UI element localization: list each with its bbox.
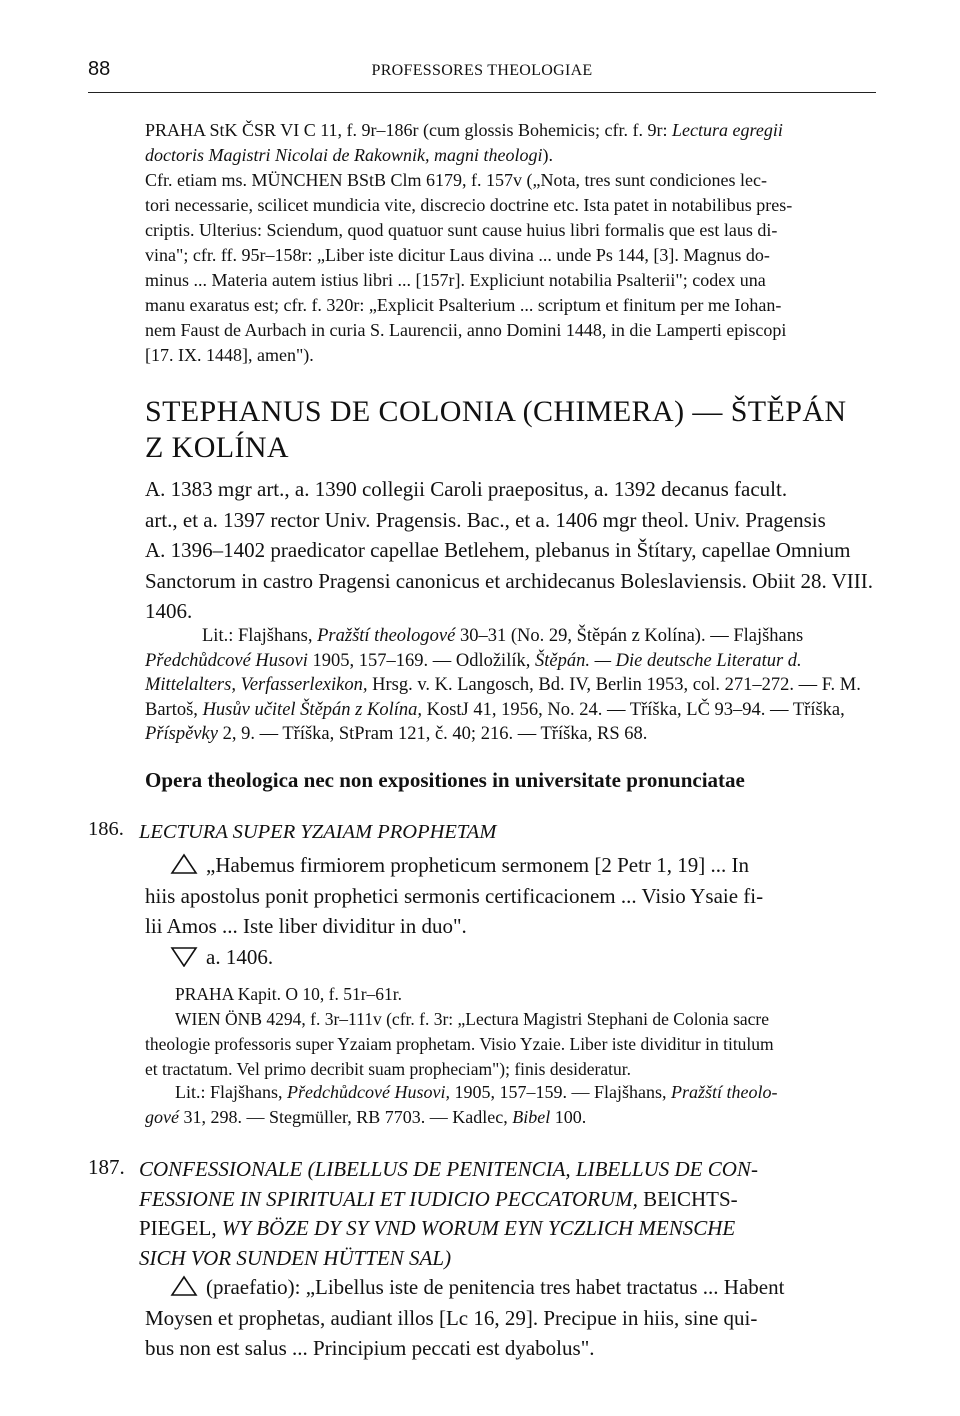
ms-line: WIEN ÖNB 4294, f. 3r–111v (cfr. f. 3r: „Lectura Magistri Stephani de Colonia sacre (175, 1009, 770, 1029)
entry-number: 187. (88, 1155, 125, 1179)
ms-note-line: tori necessarie, scilicet mundicia vite, discrecio doctrine etc. Ista patet in notabilibus pres- (145, 195, 793, 215)
entry-186-incipit (145, 850, 877, 972)
bio-line: art., et a. 1397 rector Univ. Pragensis. Bac., et a. 1406 mgr theol. Univ. Pragensis (145, 507, 826, 532)
title-line: SICH VOR SUNDEN HÜTTEN SAL) (139, 1245, 452, 1270)
author-biography (145, 474, 879, 627)
running-title: PROFESSORES THEOLOGIAE (371, 62, 593, 79)
bio-line: A. 1396–1402 praedicator capellae Betlehem, plebanus in Štítary, capellae Omnium (145, 538, 851, 563)
page-number: 88 (88, 58, 111, 80)
incipit-line: „Habemus firmiorem propheticum sermonem [2 Petr 1, 19] ... In (145, 850, 877, 881)
entry-number: 186. (88, 818, 124, 840)
ms-line: PRAHA Kapit. O 10, f. 51r–61r. (175, 984, 403, 1004)
manuscript-note (145, 118, 877, 368)
lit-line: Lit.: Flajšhans, Pražští theologové 30–31 (No. 29, Štěpán z Kolína). — Flajšhans (202, 626, 804, 646)
ms-note-line: vina"; cfr. ff. 95r–158r: „Liber iste dicitur Laus divina ... unde Ps 144, [3]. Magnus do- (145, 245, 770, 265)
lit-line: Příspěvky 2, 9. — Tříška, StPram 121, č. 40; 216. — Tříška, RS 68. (145, 724, 648, 745)
lit-line: gové 31, 298. — Stegmüller, RB 7703. — Kadlec, Bibel 100. (145, 1107, 587, 1127)
title-line: PIEGEL, WY BÖZE DY SY VND WORUM EYN YCZLICH MENSCHE (139, 1216, 736, 1240)
incipit-line: lii Amos ... Iste liber dividitur in duo". (145, 914, 467, 939)
bio-line: Sanctorum in castro Pragensi canonicus et archidecanus Boleslaviensis. Obiit 28. VIII. (145, 568, 874, 593)
ms-line: theologie professoris super Yzaiam prophetam. Visio Yzaie. Liber iste dividitur in titulum (145, 1034, 774, 1054)
ms-note-line: doctoris Magistri Nicolai de Rakownik, magni theologi). (145, 145, 553, 165)
lit-line: Bartoš, Husův učitel Štěpán z Kolína, KostJ 41, 1956, No. 24. — Tříška, LČ 93–94. — Tříška, (145, 699, 845, 720)
ms-note-line: PRAHA StK ČSR VI C 11, f. 9r–186r (cum glossis Bohemicis; cfr. f. 9r: Lectura egregii (145, 120, 783, 140)
lit-line: Mittelalters, Verfasserlexikon, Hrsg. v. K. Langosch, Bd. IV, Berlin 1953, col. 271–272. — F. M. (145, 675, 861, 696)
section-heading: Opera theologica nec non expositiones in universitate pronunciatae (145, 768, 745, 792)
title-line: FESSIONE IN SPIRITUALI ET IUDICIO PECCATORUM, BEICHTS- (139, 1186, 738, 1211)
entry-title: LECTURA SUPER YZAIAM PROPHETAM (139, 821, 497, 843)
incipit-triangle-icon (170, 853, 198, 875)
incipit-line: hiis apostolus ponit prophetici sermonis certificacionem ... Visio Ysaie fi- (145, 883, 764, 908)
entry-187-incipit (145, 1272, 877, 1364)
ms-note-line: manu exaratus est; cfr. f. 320r: „Explicit Psalterium ... scriptum et finitum per me Iohan- (145, 295, 782, 315)
entry-186-manuscripts (145, 982, 877, 1082)
author-heading-line: STEPHANUS DE COLONIA (CHIMERA) — ŠTĚPÁN (145, 395, 847, 428)
ms-note-line: minus ... Materia autem istius libri ... [157r]. Expliciunt notabilia Psalterii"; codex una (145, 270, 766, 290)
entry-187 (88, 1155, 877, 1275)
incipit-line: (praefatio): „Libellus iste de penitencia tres habet tractatus ... Habent (145, 1272, 877, 1303)
bio-line: 1406. (145, 599, 193, 624)
incipit-line: Moysen et prophetas, audiant illos [Lc 16, 29]. Precipue in hiis, sine qui- (145, 1305, 758, 1330)
entry-186-literature (145, 1080, 877, 1130)
ms-note-line: criptis. Ulterius: Sciendum, quod quatuor sunt cause huius libri formalis que est laus di- (145, 220, 778, 240)
author-literature (145, 624, 877, 747)
ms-note-line: Cfr. etiam ms. MÜNCHEN BStB Clm 6179, f. 157v („Nota, tres sunt condiciones lec- (145, 170, 767, 190)
author-heading (145, 394, 885, 466)
page-header (88, 56, 876, 93)
lit-line: Předchůdcové Husovi 1905, 157–169. — Odložilík, Štěpán. — Die deutsche Literatur d. (145, 650, 802, 671)
ms-line: et tractatum. Vel primo decribit suam propheciam"); finis desideratur. (145, 1059, 631, 1079)
ms-note-line: [17. IX. 1448], amen"). (145, 345, 314, 365)
bio-line: A. 1383 mgr art., a. 1390 collegii Caroli praepositus, a. 1392 decanus facult. (145, 477, 788, 501)
incipit-triangle-icon (170, 1275, 198, 1297)
author-heading-line: Z KOLÍNA (145, 431, 290, 464)
entry-title (139, 1155, 877, 1273)
title-line: CONFESSIONALE (LIBELLUS DE PENITENCIA, LIBELLUS DE CON- (139, 1157, 758, 1181)
incipit-line: bus non est salus ... Principium peccati est dyabolus". (145, 1336, 595, 1361)
date-triangle-icon (170, 945, 198, 967)
ms-note-line: nem Faust de Aurbach in curia S. Laurencii, anno Domini 1448, in die Lamperti episcopi (145, 320, 787, 340)
lit-line: Lit.: Flajšhans, Předchůdcové Husovi, 1905, 157–159. — Flajšhans, Pražští theolo- (175, 1082, 778, 1102)
date-line: a. 1406. (145, 942, 877, 973)
